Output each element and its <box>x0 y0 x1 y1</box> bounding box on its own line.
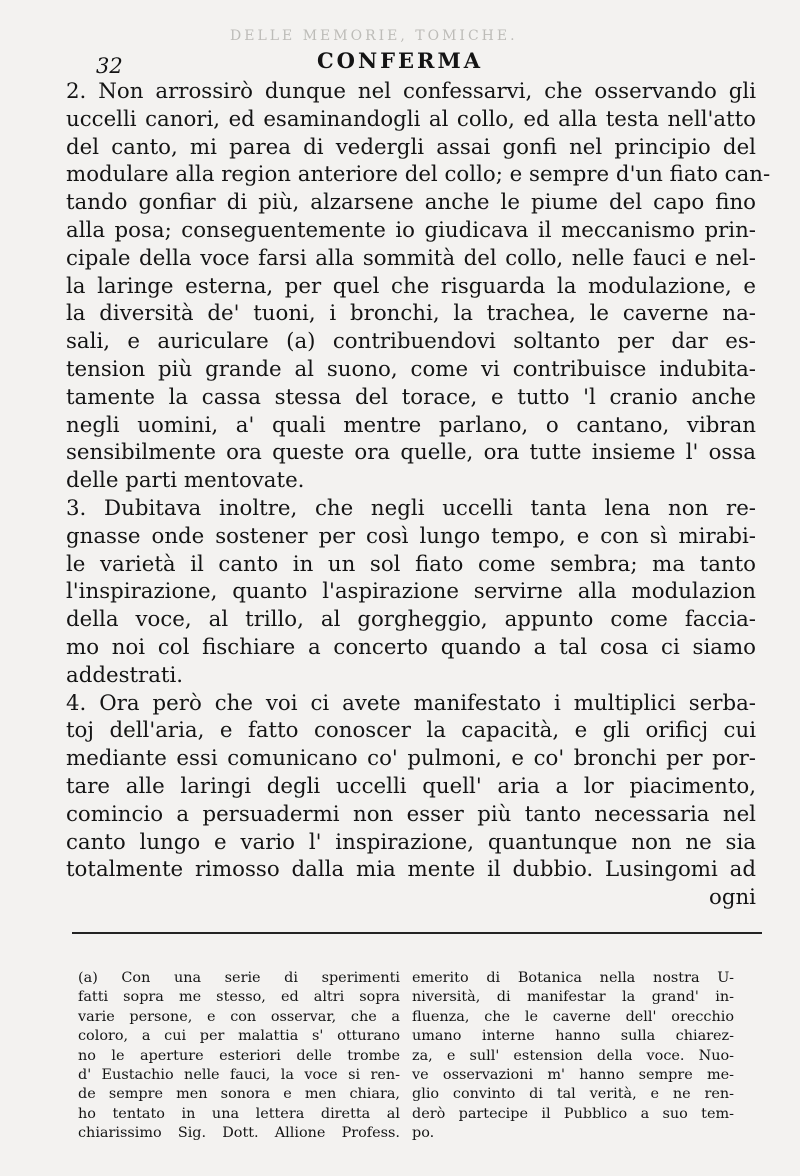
text-line: le varietà il canto in un sol fiato come sembra; ma tanto <box>66 551 756 577</box>
footnote-line: derò partecipe il Pubblico a suo tem- <box>412 1105 734 1122</box>
text-line: tando gonfiar di più, alzarsene anche le piume del capo fino <box>66 190 756 216</box>
page-number: 32 <box>96 54 123 78</box>
text-line: della voce, al trillo, al gorgheggio, appunto come faccia- <box>66 607 756 633</box>
footnote-line: coloro, a cui per malattia s' otturano <box>78 1028 400 1045</box>
text-line: cipale della voce farsi alla sommità del collo, nelle fauci e nel- <box>66 245 756 271</box>
footnote-right-column <box>412 969 734 1144</box>
footnote-left-column <box>78 969 400 1144</box>
footnote-line: po. <box>412 1125 435 1142</box>
footnote-line: fluenza, che le caverne dell' orecchio <box>412 1008 734 1025</box>
footnote-line: (a) Con una serie di sperimenti <box>78 970 400 986</box>
text-line: sensibilmente ora queste ora quelle, ora tutte insieme l' ossa <box>66 440 756 466</box>
footnote-line: no le aperture esteriori delle trombe <box>78 1047 400 1064</box>
text-line: tension più grande al suono, come vi contribuisce indubita- <box>66 356 756 382</box>
footnote-line: emerito di Botanica nella nostra U- <box>412 970 734 986</box>
text-line: l'inspirazione, quanto l'aspirazione servirne alla modulazion <box>66 579 756 605</box>
text-line: negli uomini, a' quali mentre parlano, o cantano, vibran <box>66 412 756 438</box>
text-line: 3. Dubitava inoltre, che negli uccelli tanta lena non re- <box>66 495 756 521</box>
catchword: ogni <box>709 885 756 911</box>
text-line: canto lungo e vario l' inspirazione, quantunque non ne sia <box>66 829 756 855</box>
footnote-rule <box>72 932 762 934</box>
text-line: del canto, mi parea di vedergli assai gonfi nel principio del <box>66 134 756 160</box>
footnote-line: ve osservazioni m' hanno sempre me- <box>412 1066 734 1083</box>
text-line: tare alle laringi degli uccelli quell' aria a lor piacimento, <box>66 773 756 799</box>
footnote-line: umano interne hanno sulla chiarez- <box>412 1028 734 1045</box>
text-line: sali, e auriculare (a) contribuendovi soltanto per dar es- <box>66 329 756 355</box>
text-line: uccelli canori, ed esaminandogli al collo, ed alla testa nell'atto <box>66 106 756 132</box>
text-line: mo noi col fischiare a concerto quando a tal cosa ci siamo <box>66 634 756 660</box>
text-line: la laringe esterna, per quel che risguarda la modulazione, e <box>66 273 756 299</box>
text-line: 4. Ora però che voi ci avete manifestato i multiplici serba- <box>66 690 756 716</box>
text-line: tamente la cassa stessa del torace, e tutto 'l cranio anche <box>66 384 756 410</box>
footnote-line: de sempre men sonora e men chiara, <box>78 1086 400 1103</box>
text-line: totalmente rimosso dalla mia mente il dubbio. Lusingomi ad <box>66 857 756 883</box>
text-line: gnasse onde sostener per così lungo tempo, e con sì mirabi- <box>66 523 756 549</box>
footnote-line: niversità, di manifestar la grand' in- <box>412 989 734 1006</box>
text-line: toj dell'aria, e fatto conoscer la capacità, e gli orificj cui <box>66 718 756 744</box>
text-line: 2. Non arrossirò dunque nel confessarvi, che osservando gli <box>66 79 756 104</box>
text-line: comincio a persuadermi non esser più tanto necessaria nel <box>66 801 756 827</box>
footnote-line: d' Eustachio nelle fauci, la voce si ren- <box>78 1066 400 1083</box>
footnote-line: varie persone, e con osservar, che a <box>78 1008 400 1025</box>
text-line: addestrati. <box>66 662 184 688</box>
text-line: delle parti mentovate. <box>66 468 305 494</box>
text-line: alla posa; conseguentemente io giudicava il meccanismo prin- <box>66 217 756 243</box>
footnote-line: ho tentato in una lettera diretta al <box>78 1105 400 1122</box>
main-text <box>66 78 771 912</box>
footnote-line: glio convinto di tal verità, e ne ren- <box>412 1086 734 1103</box>
footnote-line: fatti sopra me stesso, ed altri sopra <box>78 989 400 1006</box>
bleed-through-text: DELLE MEMORIE, TOMICHE. <box>230 28 518 44</box>
text-line: modulare alla region anteriore del collo; e sempre d'un fiato can- <box>66 162 771 188</box>
text-line: la diversità de' tuoni, i bronchi, la trachea, le caverne na- <box>66 301 756 327</box>
running-head: CONFERMA <box>316 48 484 73</box>
footnote-line: za, e sull' estension della voce. Nuo- <box>412 1047 734 1064</box>
footnote-line: chiarissimo Sig. Dott. Allione Profess. <box>78 1125 400 1142</box>
text-line: mediante essi comunicano co' pulmoni, e co' bronchi per por- <box>66 746 756 772</box>
